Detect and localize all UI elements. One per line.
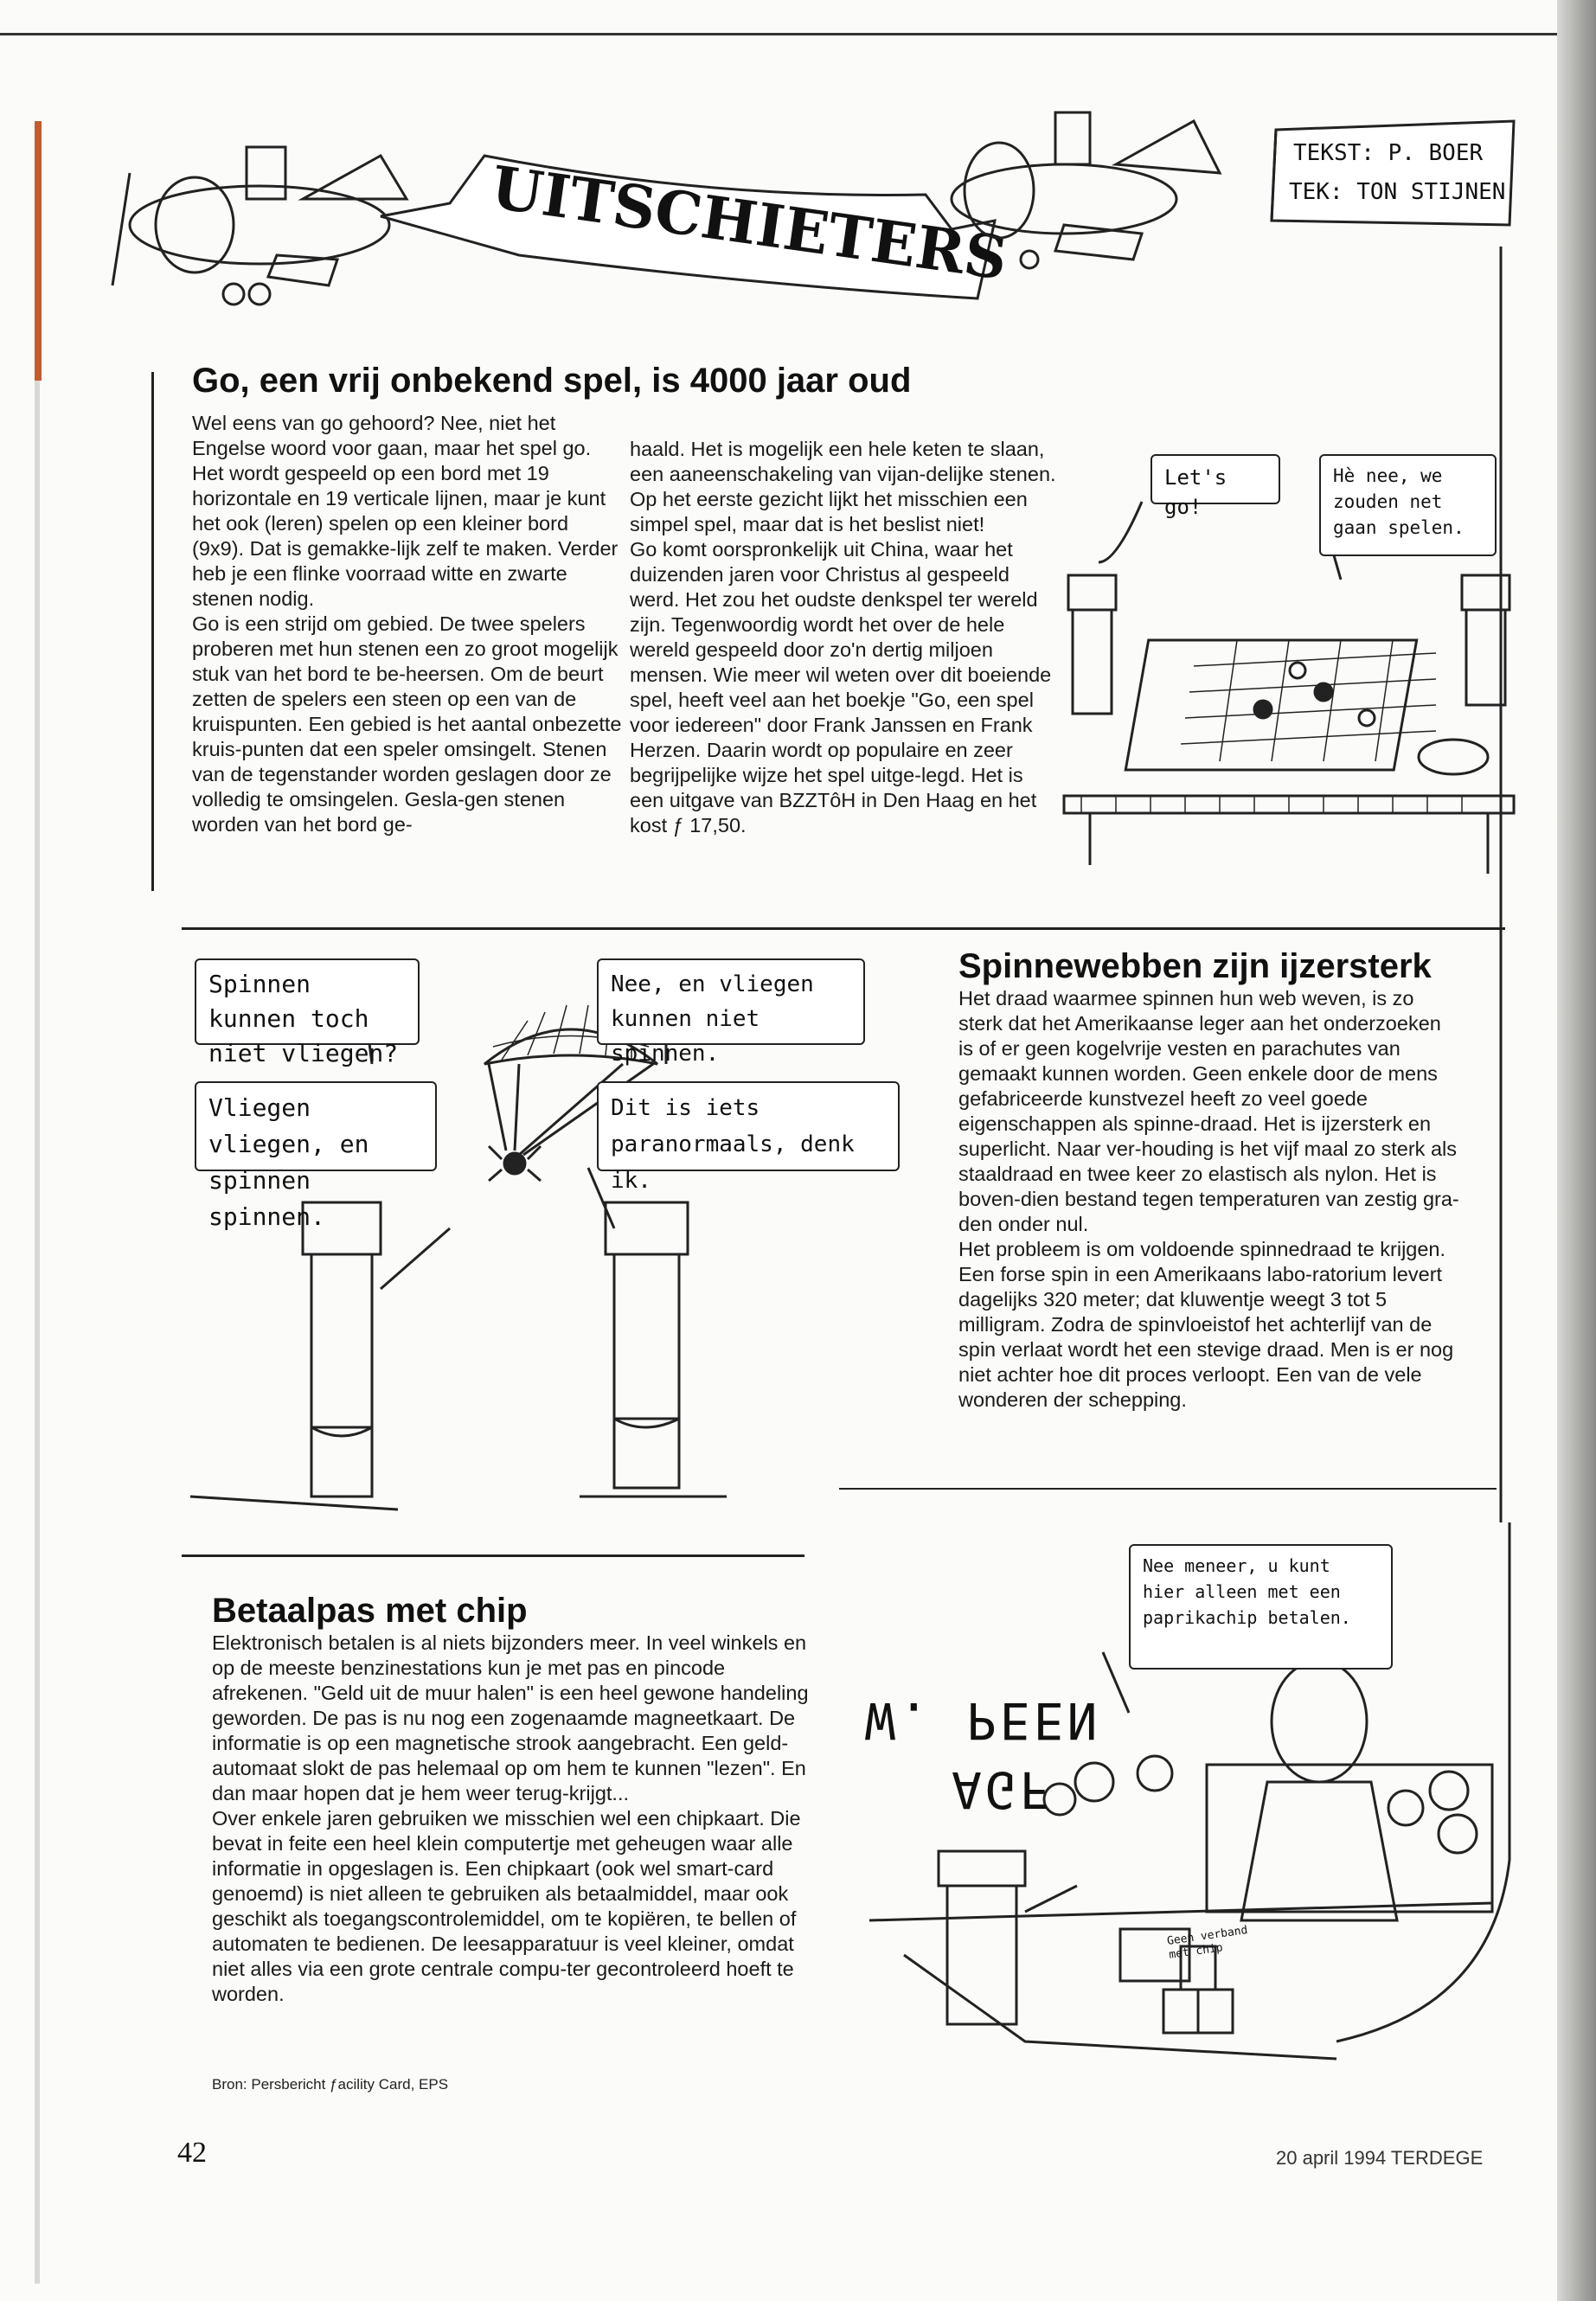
spider-bubble-2: Nee, en vliegen kunnen niet spinnen. [597, 958, 865, 1045]
banner-illustration [0, 0, 1557, 329]
credit-text: TEKST: P. BOER [1293, 140, 1484, 166]
credit-drawing: TEK: TON STIJNEN [1289, 179, 1506, 205]
spider-bubble-1: Spinnen kunnen toch niet vliegen? [195, 958, 420, 1045]
page-edge-shadow [1557, 0, 1596, 2301]
chip-bubble: Nee meneer, u kunt hier alleen met een paprikachip betalen. [1129, 1544, 1393, 1670]
go-bubble-left: Let's go! [1151, 454, 1280, 504]
go-body-col1: Wel eens van go gehoord? Nee, niet het Engelse woord voor gaan, maar het spel go. Het wordt gespeeld op een bord met 19 horizontale en 19 verticale lijnen, maar je kunt het ook (leren) spelen op een kleiner bord (9x9). Dat is gemakke-lijk zelf te maken. Verder heb je een flinke voorraad witte en zwarte stenen nodig. Go is een strijd om gebied. De twee spelers proberen met hun stenen een zo groot mogelijk stuk van het bord te be-heersen. Om de beurt zetten de spelers een steen op een van de kruispunten. Een gebied is het aantal onbezette kruis-punten dat een speler omsingelt. Stenen van de tegenstander worden geslagen door ze volledig te omsingelen. Gesla-gen stenen worden van het bord ge- [192, 412, 622, 836]
go-bubble-right: Hè nee, we zouden net gaan spelen. [1319, 454, 1497, 556]
shop-card-sign: Geen verband met chip [1166, 1924, 1249, 1962]
chip-source: Bron: Persbericht ƒacility Card, EPS [212, 2076, 449, 2093]
shop-sign-2: AGF [952, 1760, 1053, 1819]
shop-sign-1: W. PEEN [865, 1691, 1101, 1750]
spider-bubble-3: Vliegen vliegen, en spinnen spinnen. [195, 1081, 437, 1171]
left-page-edge [35, 381, 40, 2284]
banner-title: UITSCHIETERS [487, 152, 1012, 294]
spider-bubble-4: Dit is iets paranormaals, denk ik. [597, 1081, 900, 1171]
left-airplane-drawing [112, 147, 407, 304]
spider-headline: Spinnewebben zijn ijzersterk [958, 947, 1432, 985]
chip-headline: Betaalpas met chip [212, 1592, 528, 1630]
issue-line: 20 april 1994 TERDEGE [1276, 2147, 1484, 2169]
go-left-rule [151, 372, 154, 891]
page-number: 42 [177, 2137, 207, 2169]
divider-2a [839, 1488, 1497, 1490]
divider-1 [182, 927, 1505, 930]
credit-flag [1272, 121, 1514, 225]
chip-body: Elektronisch betalen is al niets bijzonders meer. In veel winkels en op de meeste benzinestations kun je met pas en pincode afrekenen. "Geld uit de muur halen" is een heel gewone handeling geworden. De pas is nu nog een zogenaamde magneetkaart. De informatie is op een magnetische strook aangebracht. Een geld-automaat slokt de pas helemaal op om hem te kunnen "lezen". En dan maar hopen dat je hem weer terug-krijgt... Over enkele jaren gebruiken we misschien wel een chipkaart. Die bevat in feite een heel klein computertje met geheugen waar alle informatie in opgeslagen is. Een chipkaart (ook wel smart-card genoemd) is niet alleen te gebruiken als betaalmiddel, maar ook geschikt als toegangscontrolemiddel, om te kopiëren, te bellen of automaten te bedienen. De leesapparatuur is veel kleiner, omdat niet alles via een grote centrale compu-ter gecontroleerd hoeft te worden. [212, 1631, 809, 2005]
spider-body: Het draad waarmee spinnen hun web weven, is zo sterk dat het Amerikaanse leger aan het onderzoeken is of er geen kogelvrije vesten en parachutes van gemaakt kunnen worden. Geen enkele door de mens gefabriceerde kunstvezel heeft zo veel goede eigenschappen als spinne-draad. Het is ijzersterk en superlicht. Naar ver-houding is het vijf maal zo sterk als staaldraad en twee keer zo elastisch als nylon. Het is boven-dien bestand tegen temperaturen van zestig gra-den onder nul. Het probleem is om voldoende spinnedraad te krijgen. Een forse spin in een Amerikaans labo-ratorium levert dagelijks 320 meter; dat kluwentje weegt 3 tot 5 milligram. Zodra de spinvloeistof het achterlijf van de spin verlaat wordt het een stevige draad. Men is er nog niet achter hoe dit proces verloopt. Een van de vele wonderen der schepping. [958, 987, 1459, 1411]
go-headline: Go, een vrij onbekend spel, is 4000 jaar oud [192, 362, 912, 400]
go-body-col2: haald. Het is mogelijk een hele keten te slaan, een aaneenschakeling van vijan-delijke stenen. Op het eerste gezicht lijkt het misschien een simpel spel, maar dat is het beslist niet! Go komt oorspronkelijk uit China, waar het duizenden jaren voor Christus al gespeeld werd. Het zou het oudste denkspel ter wereld zijn. Tegenwoordig wordt het over de hele wereld gespeeld door zo'n dertig miljoen mensen. Wie meer wil weten over dit boeiende spel, heeft veel aan het boekje "Go, een spel voor iedereen" door Frank Janssen en Frank Herzen. Daarin wordt op populaire en zeer begrijpelijke wijze het spel uitge-legd. Het is een uitgave van BZZTôH in Den Haag en het kost ƒ 17,50. [630, 438, 1056, 836]
divider-2b [182, 1554, 804, 1557]
